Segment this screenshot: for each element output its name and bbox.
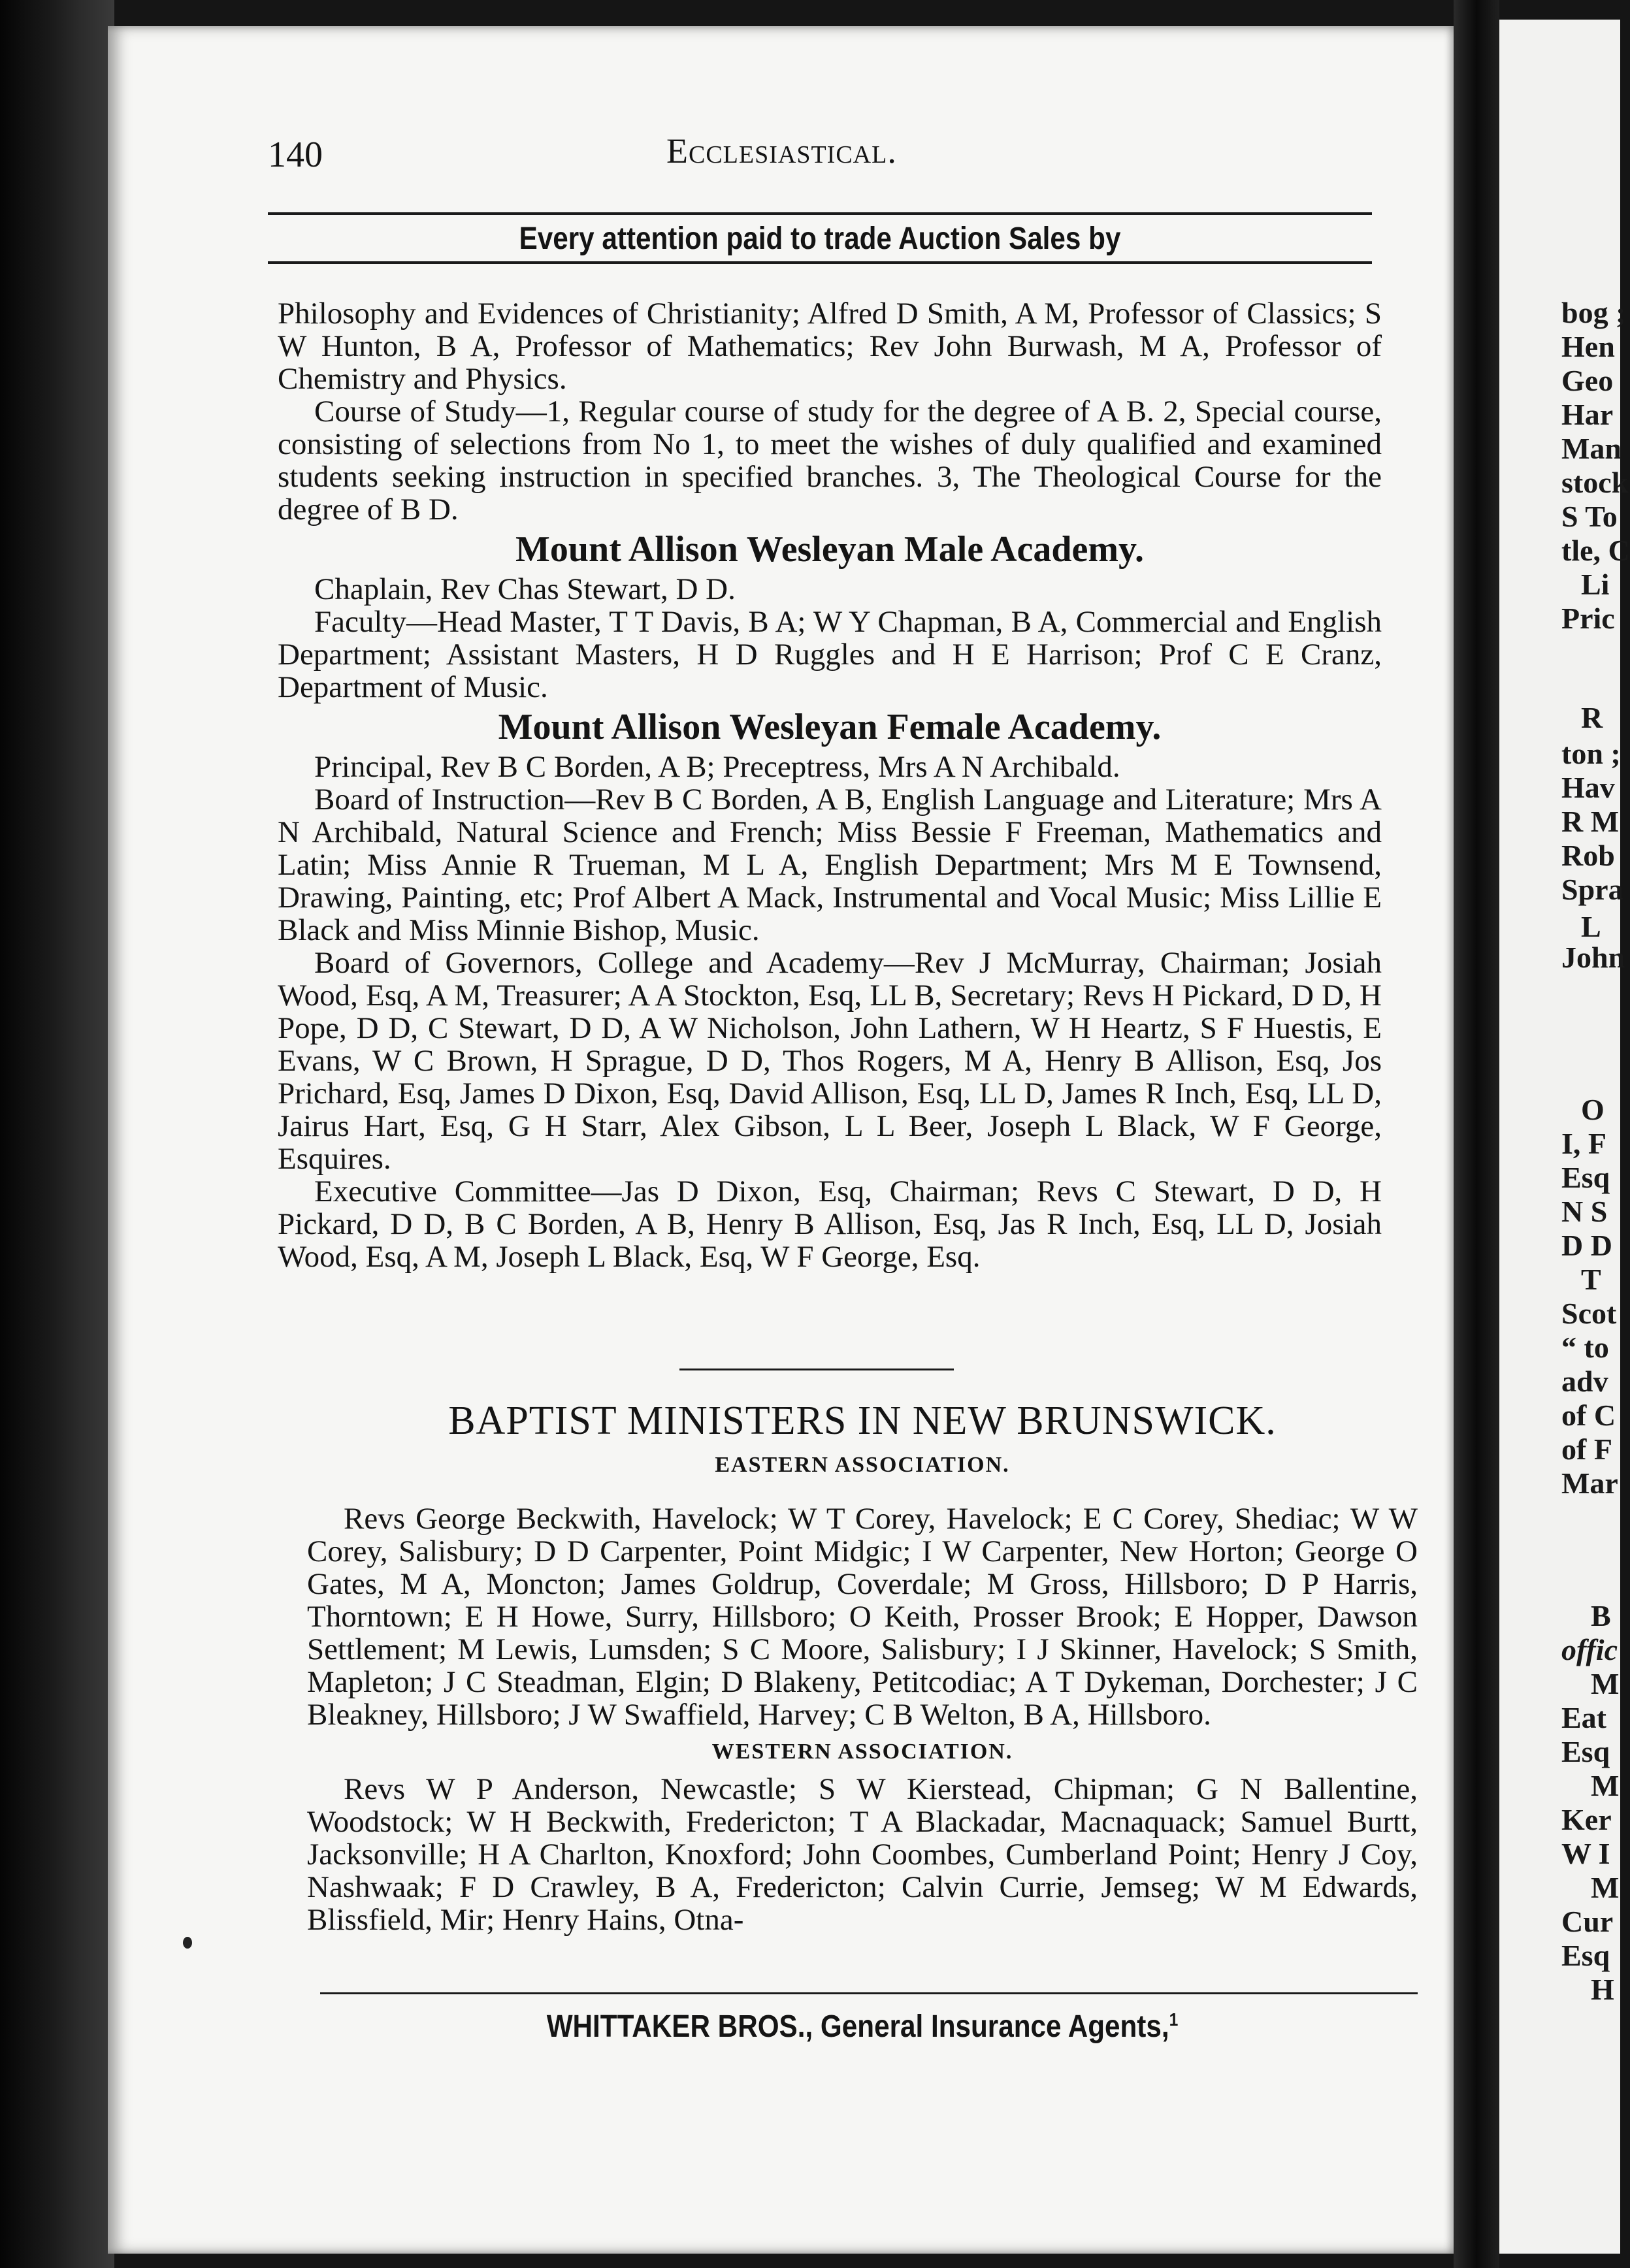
paragraph: Revs George Beckwith, Havelock; W T Corey, Havelock; E C Corey, Shediac; W W Corey, Salisbury; D D Carpenter, Point Midgic; I W Carpenter, New Horton; George O Gates, M A, Moncton; James Goldrup, Coverdale; M Gross, Hillsboro; D P Harris, Thorntown; E H Howe, Surry, Hillsboro; O Keith, Prosser Brook; E Hopper, Dawson Settlement; M Lewis, Lumsden; S C Moore, Salisbury; I J Skinner, Havelock; S Smith, Mapleton; J C Steadman, Elgin; D Blakeny, Petitcodiac; A T Dykeman, Dorchester; J C Bleakney, Hillsboro; J W Swaffield, Harvey; C B Welton, B A, Hillsboro. bbox=[307, 1502, 1418, 1732]
adjacent-fragment: “ to bbox=[1561, 1331, 1609, 1364]
adjacent-fragment: Scot bbox=[1561, 1297, 1617, 1330]
adjacent-fragment: Esq bbox=[1561, 1735, 1610, 1768]
adjacent-fragment: S To bbox=[1561, 500, 1618, 533]
adjacent-fragment: Cur bbox=[1561, 1905, 1614, 1938]
adjacent-fragment: D D bbox=[1561, 1229, 1612, 1262]
adjacent-page-edge bbox=[1499, 20, 1630, 2254]
adjacent-fragment: M bbox=[1591, 1871, 1620, 1904]
adjacent-fragment: Har bbox=[1561, 398, 1614, 431]
adjacent-fragment: O bbox=[1581, 1093, 1605, 1126]
adjacent-fragment: Mar bbox=[1561, 1466, 1618, 1500]
footer-rule bbox=[320, 1992, 1418, 1994]
section-divider bbox=[679, 1369, 954, 1370]
adjacent-fragment: M bbox=[1591, 1667, 1620, 1700]
footer-mark: 1 bbox=[1169, 2009, 1179, 2030]
paragraph: Revs W P Anderson, Newcastle; S W Kierstead, Chipman; G N Ballentine, Woodstock; W H Beckwith, Fredericton; T A Blackadar, Macnaquack; Samuel Burtt, Jacksonville; H A Charlton, Knoxford; John Coombes, Cumberland Point; Henry J Coy, Nashwaak; F D Crawley, B A, Fredericton; Calvin Currie, Jemseg; W M Edwards, Blissfield, Mir; Henry Hains, Otna- bbox=[307, 1772, 1418, 1937]
paragraph: Philosophy and Evidences of Christianity; Alfred D Smith, A M, Professor of Classics; S W Hunton, B A, Professor of Mathematics; Rev John Burwash, M A, Professor of Chemistry and Physics. bbox=[278, 297, 1382, 396]
adjacent-fragment: of C bbox=[1561, 1399, 1616, 1432]
advertisement-banner: Every attention paid to trade Auction Sales by bbox=[519, 221, 1121, 256]
adjacent-fragment: Hav bbox=[1561, 771, 1615, 804]
adjacent-fragment: Spra bbox=[1561, 873, 1623, 906]
advertisement-footer bbox=[374, 2009, 1351, 2045]
paragraph: Board of Instruction—Rev B C Borden, A B, English Language and Literature; Mrs A N Archibald, Natural Science and French; Miss Bessie F Freeman, Mathematics and Latin; Miss Annie R Trueman, M L A, English Department; Mrs M E Townsend, Drawing, Painting, etc; Prof Albert A Mack, Instrumental and Vocal Music; Miss Lillie E Black and Miss Minnie Bishop, Music. bbox=[278, 783, 1382, 947]
footer-text: WHITTAKER BROS., General Insurance Agents, bbox=[546, 2009, 1169, 2044]
paragraph: Faculty—Head Master, T T Davis, B A; W Y Chapman, B A, Commercial and English Department; Assistant Masters, H D Ruggles and H E Harrison; Prof C E Cranz, Department of Music. bbox=[278, 605, 1382, 704]
adjacent-fragment: Rob bbox=[1561, 839, 1615, 872]
left-page-edge-shadow bbox=[0, 0, 114, 2268]
section-title: BAPTIST MINISTERS IN NEW BRUNSWICK. bbox=[448, 1399, 1277, 1443]
adjacent-fragment: T bbox=[1581, 1263, 1601, 1296]
banner-top-rule bbox=[268, 212, 1372, 215]
adjacent-fragment: N S bbox=[1561, 1195, 1608, 1228]
eastern-association bbox=[307, 1502, 1418, 1936]
college-section bbox=[278, 297, 1382, 1273]
page-header bbox=[268, 131, 1378, 176]
adjacent-fragment: ton ; bbox=[1561, 737, 1621, 770]
adjacent-fragment: bog ; bbox=[1561, 296, 1626, 329]
paragraph: Board of Governors, College and Academy—Rev J McMurray, Chairman; Josiah Wood, Esq, A M, Treasurer; A A Stockton, Esq, LL B, Secretary; Revs H Pickard, D D, H Pope, D D, C Stewart, D D, A W Nicholson, John Lathern, W H Heartz, S F Huestis, E Evans, W C Brown, H Sprague, D D, Thos Rogers, M A, Henry B Allison, Esq, Jos Prichard, Esq, James D Dixon, Esq, David Allison, Esq, LL D, James R Inch, Esq, LL D, Jairus Hart, Esq, G H Starr, Alex Gibson, L L Beer, Joseph L Black, W F George, Esquires. bbox=[278, 946, 1382, 1176]
subsection-heading: EASTERN ASSOCIATION. bbox=[715, 1453, 1010, 1477]
adjacent-fragment: H bbox=[1591, 1973, 1614, 2006]
section-heading: Mount Allison Wesleyan Female Academy. bbox=[498, 707, 1162, 747]
adjacent-fragment: Pric bbox=[1561, 602, 1615, 635]
page-number: 140 bbox=[268, 135, 323, 175]
section-heading: Mount Allison Wesleyan Male Academy. bbox=[515, 529, 1144, 570]
baptist-title-block bbox=[307, 1398, 1418, 1486]
adjacent-fragment: offic bbox=[1561, 1633, 1618, 1666]
adjacent-fragment: of F bbox=[1561, 1433, 1612, 1466]
adjacent-fragment: Man bbox=[1561, 432, 1622, 465]
adjacent-fragment: Geo bbox=[1561, 364, 1614, 397]
running-head: Ecclesiastical. bbox=[666, 131, 897, 170]
book-gutter bbox=[1454, 0, 1499, 2268]
adjacent-fragment: M bbox=[1591, 1769, 1620, 1802]
subsection-heading: WESTERN ASSOCIATION. bbox=[711, 1740, 1013, 1764]
adjacent-fragment: John bbox=[1561, 941, 1625, 974]
paragraph: Chaplain, Rev Chas Stewart, D D. bbox=[314, 572, 736, 606]
adjacent-fragment: B bbox=[1591, 1599, 1611, 1632]
banner-bottom-rule bbox=[268, 261, 1372, 264]
adjacent-fragment: I, F bbox=[1561, 1127, 1606, 1160]
adjacent-fragment: adv bbox=[1561, 1365, 1608, 1398]
adjacent-fragment: Hen bbox=[1561, 330, 1615, 363]
adjacent-fragment: stock bbox=[1561, 466, 1629, 499]
adjacent-fragment: R M bbox=[1561, 805, 1620, 838]
adjacent-fragment: Ker bbox=[1561, 1803, 1612, 1836]
paragraph: Course of Study—1, Regular course of study for the degree of A B. 2, Special course, consisting of selections from No 1, to meet the wishes of duly qualified and examined students seeking instruction in specified branches. 3, The Theological Course for the degree of B D. bbox=[278, 395, 1382, 526]
adjacent-fragment: L bbox=[1581, 910, 1601, 943]
adjacent-fragment: tle, C bbox=[1561, 534, 1630, 567]
adjacent-fragment: Esq bbox=[1561, 1161, 1610, 1194]
paragraph: Principal, Rev B C Borden, A B; Preceptress, Mrs A N Archibald. bbox=[314, 750, 1120, 784]
paragraph: Executive Committee—Jas D Dixon, Esq, Chairman; Revs C Stewart, D D, H Pickard, D D, B C Borden, A B, Henry B Allison, Esq, Jas R Inch, Esq, LL D, Josiah Wood, Esq, A M, Joseph L Black, Esq, W F George, Esq. bbox=[278, 1174, 1382, 1274]
adjacent-fragment: Li bbox=[1581, 568, 1610, 601]
adjacent-fragment: R bbox=[1581, 701, 1603, 734]
adjacent-fragment: Esq bbox=[1561, 1939, 1610, 1972]
adjacent-fragment: Eat bbox=[1561, 1701, 1606, 1734]
adjacent-fragment: W I bbox=[1561, 1837, 1610, 1870]
ink-speck bbox=[183, 1937, 192, 1949]
